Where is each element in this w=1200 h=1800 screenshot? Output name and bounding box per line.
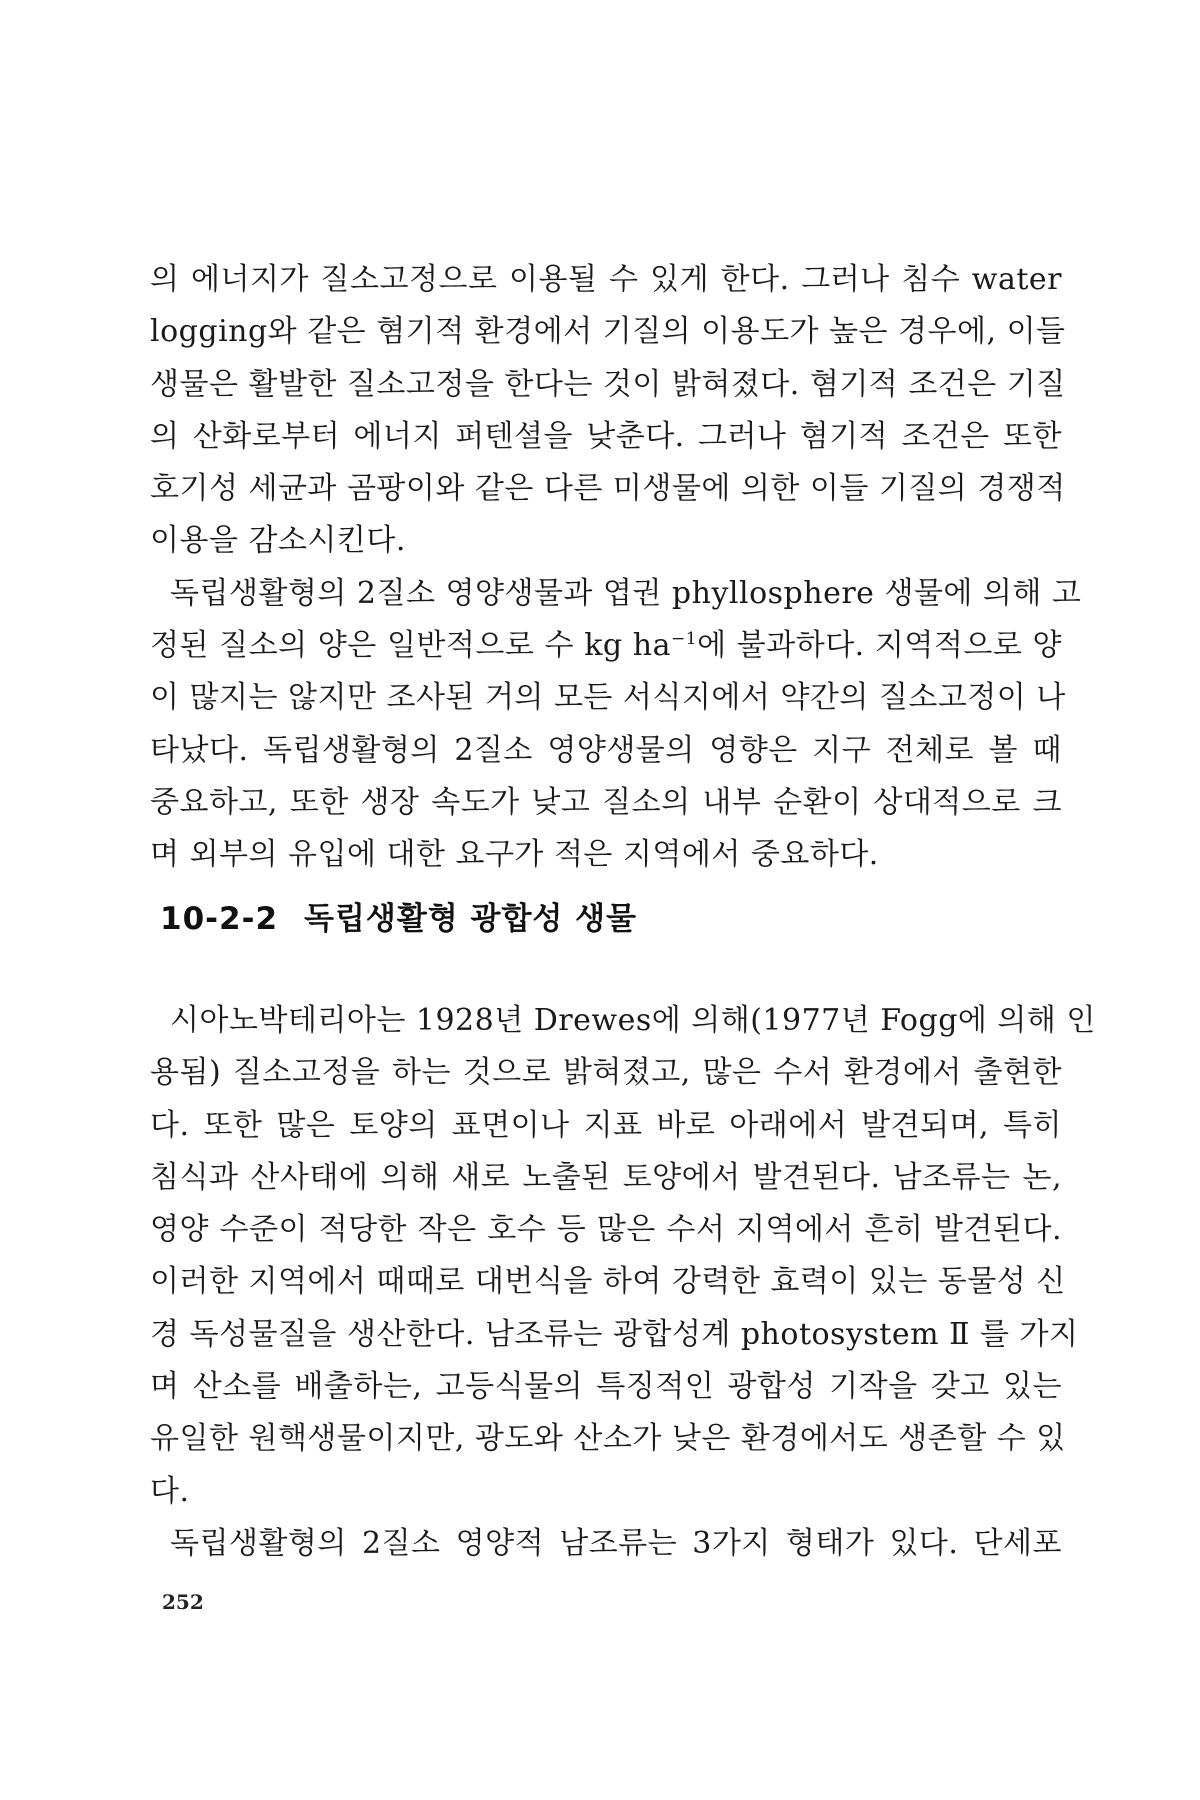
text-line: 경 독성물질을 생산한다. 남조류는 광합성계 photosystem Ⅱ 를 가지 — [150, 1316, 1079, 1352]
text-segment: 정된 질소의 양은 일반적으로 수 kg ha — [150, 628, 672, 664]
text-line: 다. — [150, 1473, 190, 1509]
text-line: 이 많지는 않지만 조사된 거의 모든 서식지에서 약간의 질소고정이 나 — [150, 680, 1066, 716]
body-text-block-1 — [150, 254, 1082, 882]
text-line-with-superscript — [150, 620, 1062, 672]
text-line: 유일한 원핵생물이지만, 광도와 산소가 낮은 환경에서도 생존할 수 있 — [150, 1421, 1066, 1457]
text-line: 의 에너지가 질소고정으로 이용될 수 있게 한다. 그러나 침수 water — [150, 262, 1062, 297]
text-line: 이러한 지역에서 때때로 대번식을 하여 강력한 효력이 있는 동물성 신 — [150, 1264, 1066, 1300]
text-line: 생물은 활발한 질소고정을 한다는 것이 밝혀졌다. 혐기적 조건은 기질 — [150, 366, 1066, 402]
superscript: −1 — [671, 629, 698, 650]
text-line: 며 외부의 유입에 대한 요구가 적은 지역에서 중요하다. — [150, 837, 879, 873]
text-line: 며 산소를 배출하는, 고등식물의 특징적인 광합성 기작을 갖고 있는 — [150, 1369, 1062, 1405]
text-line: 타났다. 독립생활형의 2질소 영양생물의 영향은 지구 전체로 볼 때 — [150, 732, 1062, 768]
text-line: 침식과 산사태에 의해 새로 노출된 토양에서 발견된다. 남조류는 논, — [150, 1159, 1062, 1195]
text-line: 의 산화로부터 에너지 퍼텐셜을 낮춘다. 그러나 혐기적 조건은 또한 — [150, 418, 1062, 454]
text-line: 이용을 감소시킨다. — [150, 523, 406, 559]
text-line: 독립생활형의 2질소 영양생물과 엽권 phyllosphere 생물에 의해 고 — [170, 575, 1082, 611]
text-line: 호기성 세균과 곰팡이와 같은 다른 미생물에 의한 이들 기질의 경쟁적 — [150, 471, 1066, 507]
section-number: 10-2-2 — [160, 901, 279, 937]
section-heading — [160, 893, 637, 938]
text-line: 시아노박테리아는 1928년 Drewes에 의해(1977년 Fogg에 의해 인 — [170, 1003, 1096, 1038]
text-line: 영양 수준이 적당한 작은 호수 등 많은 수서 지역에서 흔히 발견된다. — [150, 1212, 1062, 1248]
text-line: 다. 또한 많은 토양의 표면이나 지표 바로 아래에서 발견되며, 특히 — [150, 1107, 1062, 1143]
page-number: 252 — [162, 1590, 204, 1614]
text-segment: 에 불과하다. 지역적으로 양 — [697, 628, 1062, 664]
body-text-block-2 — [150, 995, 1096, 1570]
text-line: logging와 같은 혐기적 환경에서 기질의 이용도가 높은 경우에, 이들 — [150, 314, 1066, 350]
section-title: 독립생활형 광합성 생물 — [304, 901, 638, 937]
text-line: 중요하고, 또한 생장 속도가 낮고 질소의 내부 순환이 상대적으로 크 — [150, 784, 1062, 820]
text-line: 용됨) 질소고정을 하는 것으로 밝혀졌고, 많은 수서 환경에서 출현한 — [150, 1055, 1062, 1091]
text-line: 독립생활형의 2질소 영양적 남조류는 3가지 형태가 있다. 단세포 — [170, 1525, 1062, 1561]
